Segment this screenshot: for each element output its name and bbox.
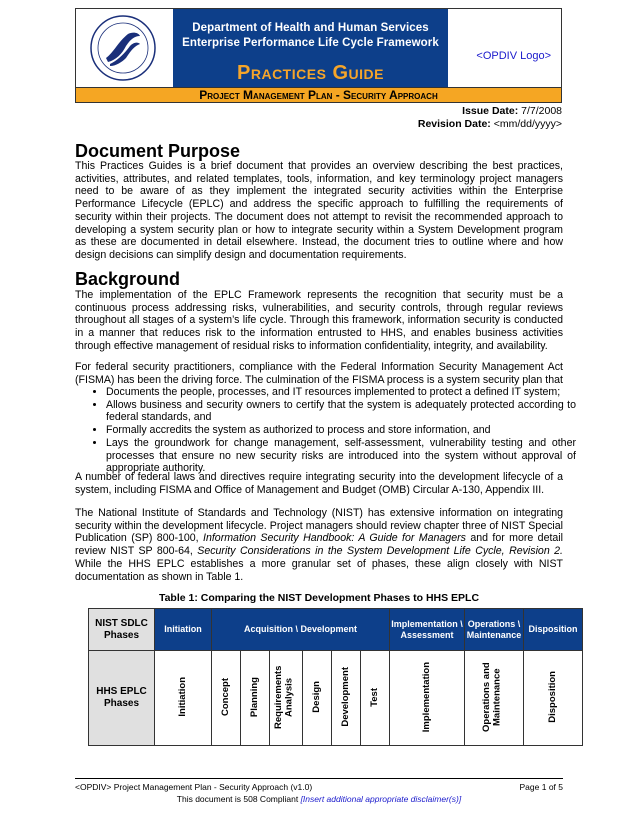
eplc-phase-label: Operations and Maintenance bbox=[481, 662, 503, 732]
header-banner bbox=[75, 8, 562, 88]
eplc-phase-cell bbox=[303, 651, 332, 746]
issue-date-label: Issue Date: bbox=[462, 105, 519, 117]
seal-area bbox=[76, 9, 174, 87]
eplc-phase-cell bbox=[361, 651, 390, 746]
department-banner bbox=[173, 9, 448, 87]
page-number: Page 1 of 5 bbox=[519, 782, 563, 792]
table-row bbox=[89, 651, 583, 746]
purpose-heading: Document Purpose bbox=[75, 141, 241, 161]
background-heading: Background bbox=[75, 269, 181, 289]
eplc-phase-label: Requirements Analysis bbox=[273, 665, 295, 729]
department-name: Department of Health and Human Services bbox=[192, 22, 429, 34]
nist-phase-cell: Initiation bbox=[155, 609, 212, 651]
fisma-bullet-list bbox=[93, 386, 576, 475]
background-paragraph-4 bbox=[75, 507, 563, 583]
nist-phase-cell: Disposition bbox=[524, 609, 583, 651]
document-subtitle: Project Management Plan - Security Approach bbox=[75, 88, 562, 103]
compliance-text: This document is 508 Compliant bbox=[176, 794, 301, 804]
eplc-phase-cell bbox=[332, 651, 361, 746]
eplc-phase-label: Concept bbox=[219, 678, 231, 716]
revision-date-label: Revision Date: bbox=[417, 118, 491, 130]
eplc-phase-cell bbox=[390, 651, 465, 746]
background-paragraph-1: The implementation of the EPLC Framework represents the recognition that security must be a continuous process addressing risks, vulnerabilities, and security controls, through regular reviews throughout all stages of a system’s life cycle. Through this framework, information security is conducted in a manner that reduces risk to the information entrusted to HHS, and enables business activities through effective management of residual risks to information confidentiality, integrity, and availability. bbox=[75, 289, 563, 352]
eplc-phase-label: Design bbox=[310, 681, 322, 713]
background-paragraph-3: A number of federal laws and directives require integrating security into the development lifecycle of a system, including FISMA and Office of Management and Budget (OMB) Circular A-130, Appendix III. bbox=[75, 471, 563, 496]
bullet-item: • Lays the groundwork for change management, self-assessment, vulnerability testing and other processes that ensure no new security risks are introduced into the system without approval of appropriate authority. bbox=[106, 437, 576, 475]
eplc-phase-label: Implementation bbox=[420, 661, 432, 733]
phase-comparison-table bbox=[88, 608, 583, 746]
nist-phase-cell: Operations \ Maintenance bbox=[465, 609, 524, 651]
table-caption: Table 1: Comparing the NIST Development Phases to HHS EPLC bbox=[158, 592, 480, 604]
hhs-seal-icon bbox=[88, 14, 158, 82]
footer-compliance bbox=[75, 794, 563, 804]
footer bbox=[75, 782, 563, 792]
eplc-phase-cell bbox=[212, 651, 241, 746]
revision-date-value: <mm/dd/yyyy> bbox=[493, 118, 562, 130]
bullet-item: • Formally accredits the system as authorized to process and store information, and bbox=[106, 424, 576, 437]
nist-text-1: The National Institute of Standards and Technology (NIST) has extensive information on integrating security within the development lifecycle. Project managers should review chapter three of NIST Special Publication (SP) 800-100, bbox=[75, 507, 563, 545]
eplc-phase-cell bbox=[241, 651, 270, 746]
eplc-phase-label: Development bbox=[339, 667, 351, 727]
eplc-phase-cell bbox=[270, 651, 303, 746]
issue-date-value: 7/7/2008 bbox=[521, 105, 562, 117]
bullet-item: • Documents the people, processes, and IT resources implemented to protect a defined IT system; bbox=[106, 386, 576, 399]
document-dates bbox=[418, 105, 562, 131]
opdiv-logo-placeholder: <OPDIV Logo> bbox=[476, 50, 551, 62]
disclaimer-placeholder: [Insert additional appropriate disclaimer(s)] bbox=[300, 794, 462, 804]
footer-document-title: <OPDIV> Project Management Plan - Security Approach (v1.0) bbox=[75, 782, 313, 792]
eplc-phase-cell bbox=[465, 651, 524, 746]
eplc-phase-cell bbox=[155, 651, 212, 746]
bullet-item: • Allows business and security owners to certify that the system is adequately protected according to federal standards, and bbox=[106, 399, 576, 424]
nist-text-2: and for more detail review NIST SP 800-64, bbox=[75, 532, 563, 558]
eplc-phase-label: Disposition bbox=[546, 671, 558, 723]
eplc-phase-label: Planning bbox=[248, 676, 260, 718]
nist-handbook-title: Information Security Handbook: A Guide for Managers bbox=[203, 532, 466, 545]
nist-phase-cell: Implementation \ Assessment bbox=[390, 609, 465, 651]
eplc-phase-cell bbox=[524, 651, 583, 746]
footer-divider bbox=[75, 778, 563, 779]
nist-row-label: NIST SDLC Phases bbox=[89, 609, 155, 651]
guide-title: Practices Guide bbox=[237, 62, 384, 84]
nist-text-3: While the HHS EPLC establishes a more granular set of phases, these align closely with NIST documentation as shown in Table 1. bbox=[75, 557, 563, 583]
background-paragraph-2: For federal security practitioners, compliance with the Federal Information Security Management Act (FISMA) has been the driving force. The culmination of the FISMA process is a system security plan that bbox=[75, 361, 563, 386]
nist-sp-800-64-title: Security Considerations in the System Development Life Cycle, Revision 2. bbox=[197, 545, 564, 558]
framework-name: Enterprise Performance Life Cycle Framework bbox=[182, 37, 439, 49]
table-row bbox=[89, 609, 583, 651]
eplc-phase-label: Test bbox=[368, 687, 380, 707]
nist-phase-cell: Acquisition \ Development bbox=[212, 609, 390, 651]
eplc-phase-label: Initiation bbox=[176, 677, 188, 717]
eplc-row-label: HHS EPLC Phases bbox=[89, 651, 155, 746]
purpose-text: This Practices Guides is a brief document that provides an overview describing the best practices, activities, attributes, and related templates, tools, information, and key terminology project managers need to be aware of as they implement the integrated security activities within the Enterprise Performance Lifecycle (EPLC) and address the specific approach to fulfilling the requirements of security within their projects. The document does not attempt to revisit the recommended approach to developing a system security plan or how to integrate security within a System Development program as these are documented in detail elsewhere. Instead, the document tries to outline where and how design decisions can simplify design and documentation requirements. bbox=[75, 160, 563, 261]
